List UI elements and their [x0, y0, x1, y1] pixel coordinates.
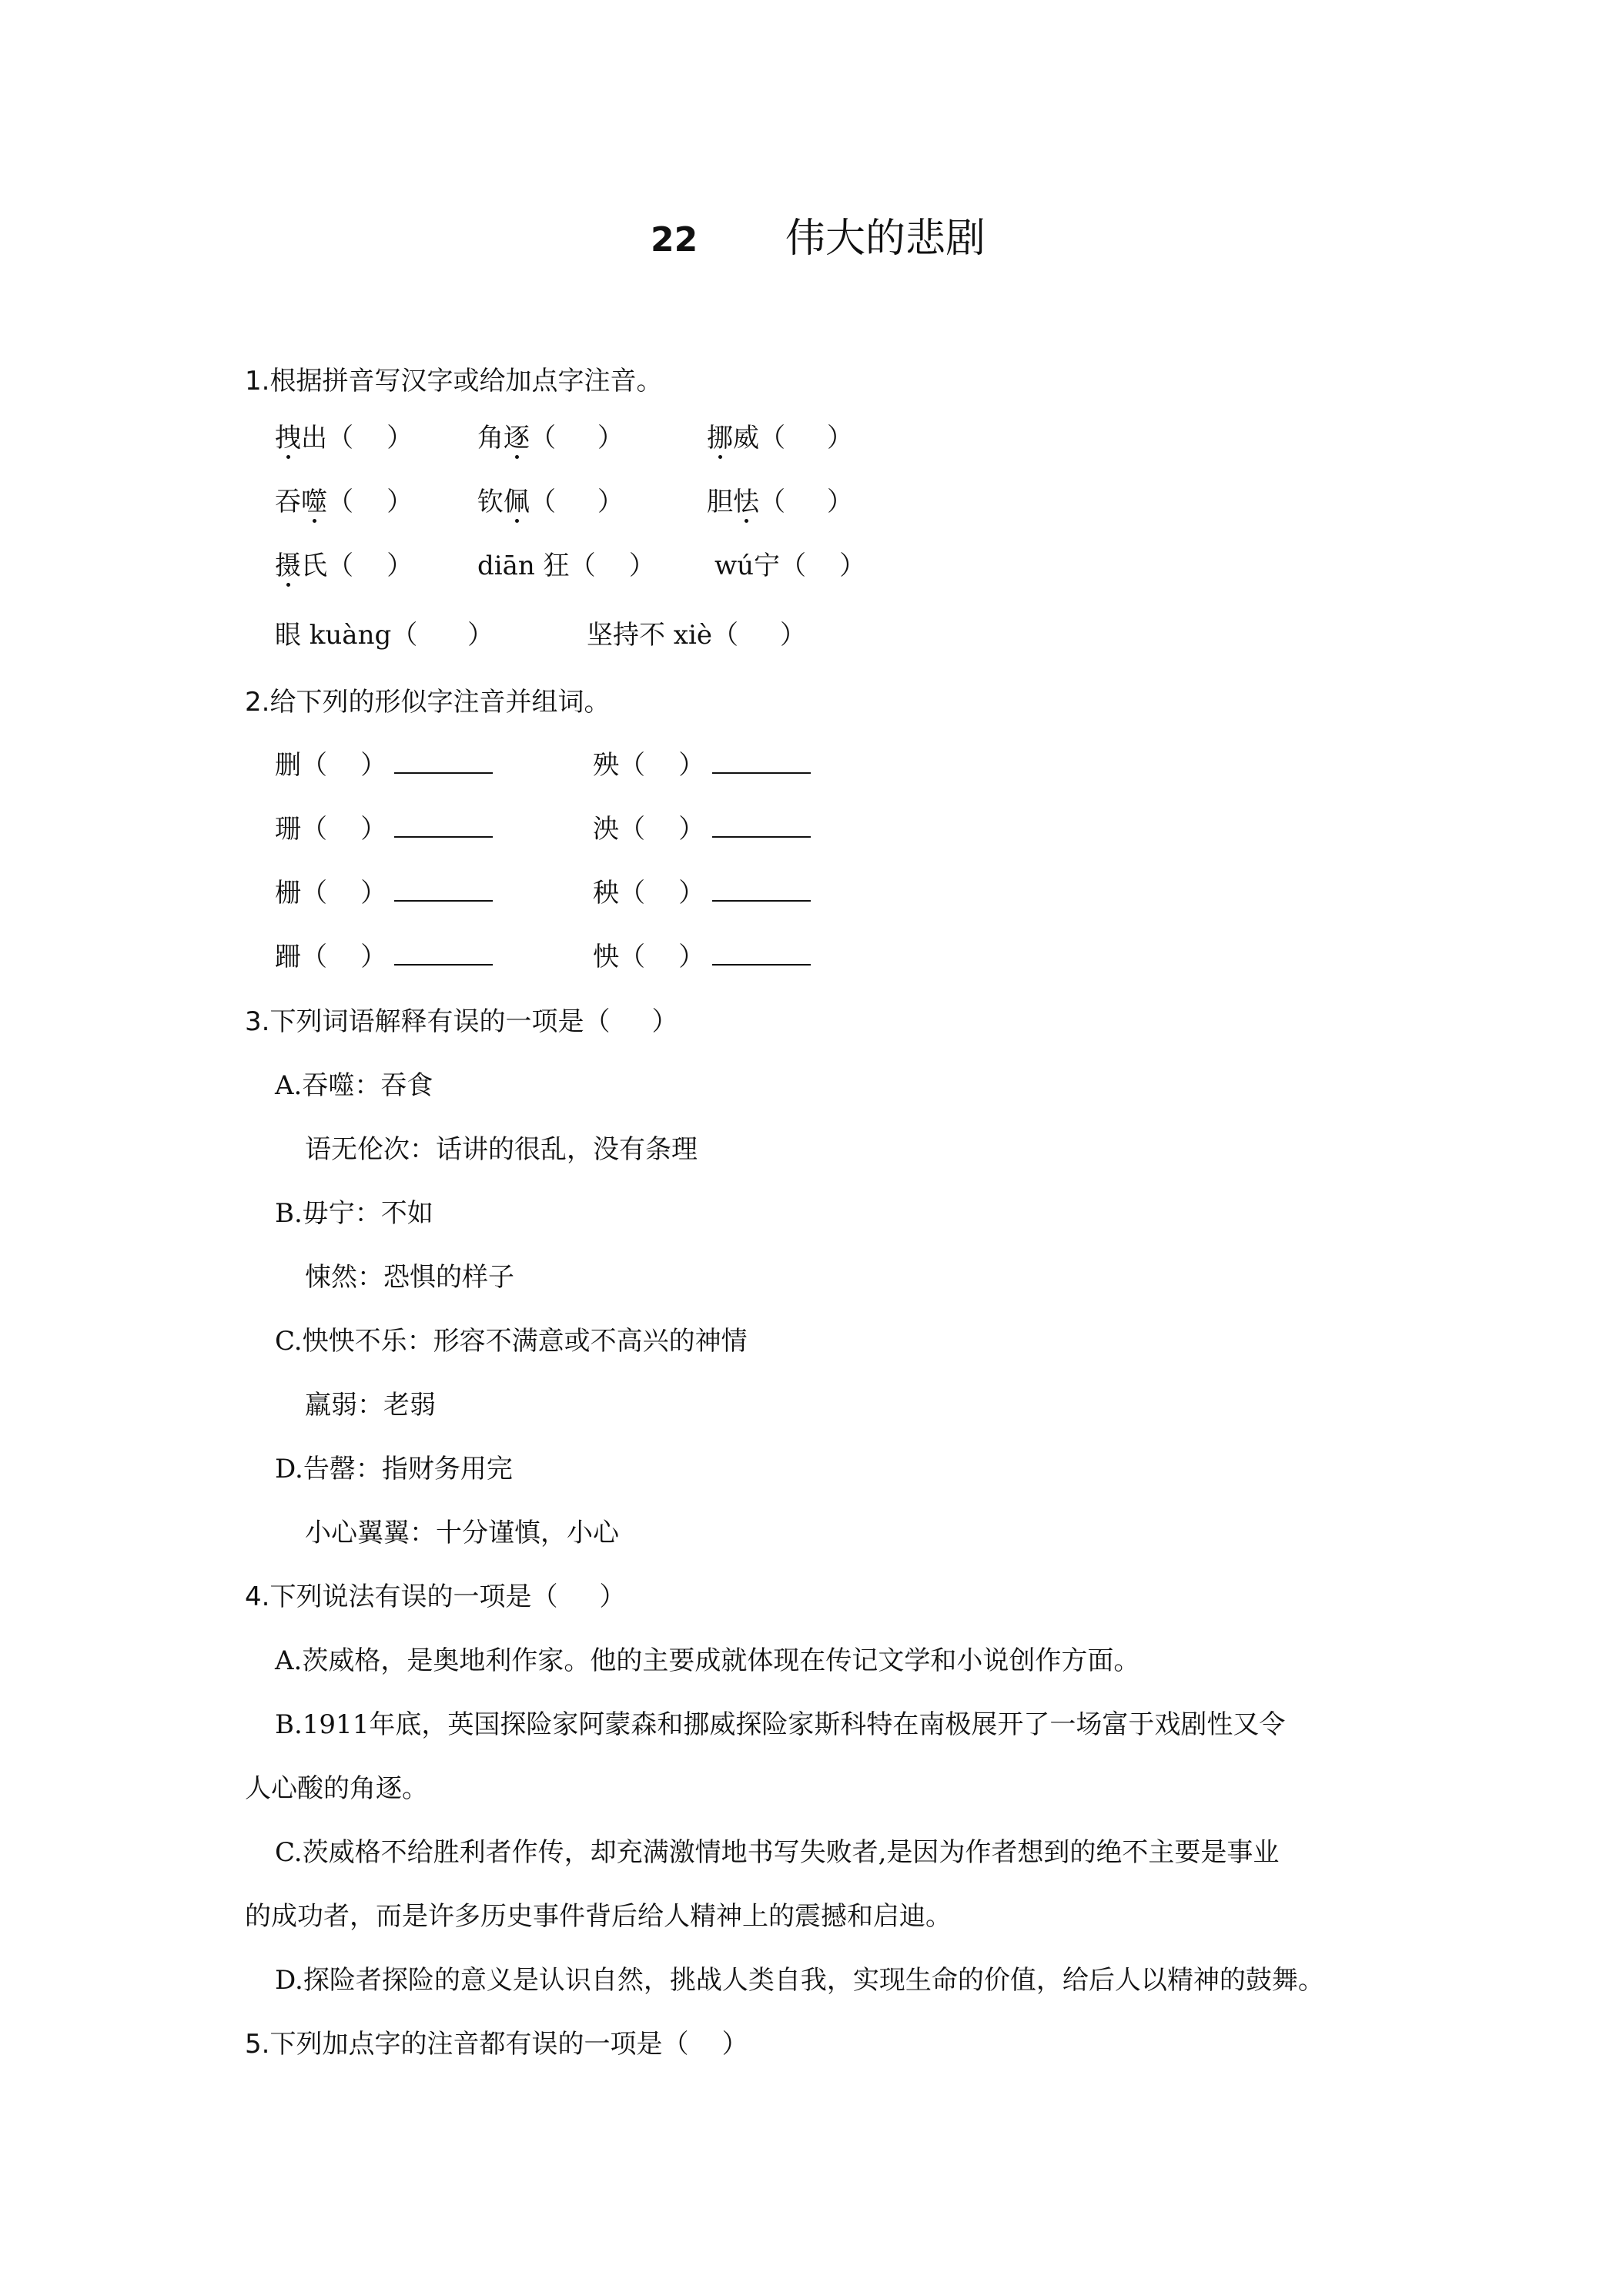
question-2-prompt: 2.给下列的形似字注音并组词。 [245, 687, 611, 718]
dotted-char: 摄 [275, 551, 301, 581]
q2-item [275, 944, 493, 970]
q4-option-b: B.1911年底，英国探险家阿蒙森和挪威探险家斯科特在南极展开了一场富于戏剧性又令 [275, 1709, 1286, 1740]
q2-paren: （ ） [619, 942, 705, 972]
q1-item: diān 狂（ ） [477, 551, 655, 581]
q2-char: 珊 [275, 814, 301, 845]
dotted-char: 噬 [301, 487, 327, 517]
question-4-prompt: 4.下列说法有误的一项是（ ） [245, 1581, 626, 1612]
q1-item [275, 423, 413, 454]
q2-paren: （ ） [619, 750, 705, 781]
answer-blank [394, 944, 493, 966]
q3-option-d: D.告罄：指财务用完 [275, 1454, 513, 1484]
q1-item [707, 489, 853, 515]
q2-item [593, 814, 811, 845]
q1-item [275, 489, 413, 515]
q4-option-c: C.茨威格不给胜利者作传，却充满激情地书写失败者,是因为作者想到的绝不主要是事业 [275, 1837, 1280, 1868]
q1-item-text: 威（ ） [733, 423, 854, 454]
dotted-char: 拽 [275, 423, 301, 454]
q3-option-b-cont: 悚然：恐惧的样子 [305, 1262, 514, 1293]
q1-item-text: 氏（ ） [301, 551, 413, 581]
dotted-char: 挪 [707, 423, 733, 454]
q1-item-text: （ ） [327, 487, 413, 517]
q2-char: 殃 [593, 750, 619, 781]
q1-item-text: 胆 [707, 487, 733, 517]
question-1-prompt: 1.根据拼音写汉字或给加点字注音。 [245, 366, 663, 397]
q3-option-a-cont: 语无伦次：话讲的很乱，没有条理 [305, 1134, 698, 1165]
q3-option-c-cont: 羸弱：老弱 [305, 1390, 436, 1421]
q1-item [275, 553, 413, 579]
q4-option-a: A.茨威格，是奥地利作家。他的主要成就体现在传记文学和小说创作方面。 [275, 1645, 1140, 1676]
dotted-char: 逐 [504, 423, 530, 454]
answer-blank [712, 752, 811, 774]
q1-item-text: （ ） [530, 423, 624, 454]
dotted-char: 佩 [504, 487, 530, 517]
q4-option-d: D.探险者探险的意义是认识自然，挑战人类自我，实现生命的价值，给后人以精神的鼓舞。 [275, 1965, 1324, 1996]
q1-item-text: （ ） [759, 487, 854, 517]
q2-char: 跚 [275, 942, 301, 972]
question-3-prompt: 3.下列词语解释有误的一项是（ ） [245, 1006, 678, 1037]
q2-char: 栅 [275, 878, 301, 909]
q1-item-text: 吞 [275, 487, 301, 517]
q1-item [477, 489, 624, 515]
q2-item [275, 878, 493, 909]
q2-char: 泱 [593, 814, 619, 845]
q1-item-text: （ ） [530, 487, 624, 517]
q2-paren: （ ） [301, 750, 387, 781]
q2-item [275, 814, 493, 845]
q2-item [593, 878, 811, 909]
answer-blank [712, 816, 811, 838]
q1-item: wú宁（ ） [714, 551, 866, 581]
q3-option-c: C.怏怏不乐：形容不满意或不高兴的神情 [275, 1326, 748, 1357]
q2-item [593, 750, 811, 781]
q1-item-text: 出（ ） [301, 423, 413, 454]
q2-char: 删 [275, 750, 301, 781]
q2-paren: （ ） [301, 814, 387, 845]
q1-item: 坚持不 xiè（ ） [587, 620, 807, 651]
q2-paren: （ ） [301, 878, 387, 909]
answer-blank [394, 752, 493, 774]
dotted-char: 怯 [733, 487, 759, 517]
page-title: 伟大的悲剧 [785, 216, 986, 262]
q1-item [707, 423, 854, 454]
answer-blank [712, 944, 811, 966]
q2-char: 秧 [593, 878, 619, 909]
q1-item [477, 423, 624, 454]
q4-option-b-cont: 人心酸的角逐。 [245, 1773, 428, 1804]
q4-option-c-cont: 的成功者，而是许多历史事件背后给人精神上的震撼和启迪。 [245, 1901, 952, 1932]
q2-item [275, 750, 493, 781]
q2-paren: （ ） [619, 878, 705, 909]
q3-option-b: B.毋宁：不如 [275, 1198, 433, 1229]
question-5-prompt: 5.下列加点字的注音都有误的一项是（ ） [245, 2029, 748, 2060]
answer-blank [394, 816, 493, 838]
q2-paren: （ ） [301, 942, 387, 972]
q1-item-text: 钦 [477, 487, 504, 517]
answer-blank [712, 880, 811, 902]
q3-option-a: A.吞噬：吞食 [275, 1070, 433, 1101]
q2-paren: （ ） [619, 814, 705, 845]
q2-char: 怏 [593, 942, 619, 972]
q1-item: 眼 kuàng（ ） [275, 620, 494, 651]
lesson-number: 22 [651, 220, 698, 259]
q1-item-text: 角 [477, 423, 504, 454]
answer-blank [394, 880, 493, 902]
q2-item [593, 944, 811, 970]
q3-option-d-cont: 小心翼翼：十分谨慎，小心 [305, 1518, 619, 1548]
